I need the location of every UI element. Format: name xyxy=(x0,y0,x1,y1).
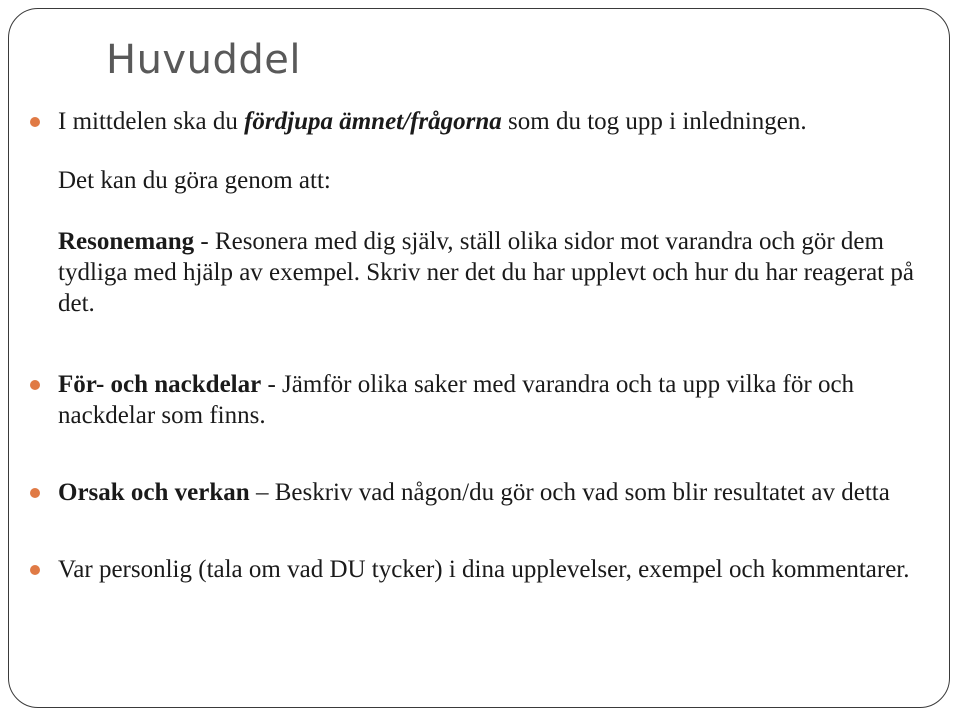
bullet-personal-text: Var personlig (tala om vad DU tycker) i dina upplevelser, exempel och kommentarer. xyxy=(58,556,910,583)
bullet-item-personal xyxy=(58,554,938,585)
term-resonemang: Resonemang xyxy=(58,228,195,255)
slide-content xyxy=(58,106,938,585)
sub-paragraph-method xyxy=(58,165,938,196)
bullet-dot-icon xyxy=(30,117,40,127)
bullet-text-pre: I mittdelen ska du xyxy=(58,108,245,135)
term-pros-cons-text: - Jämför olika saker med varandra och ta upp vilka för och nackdelar som finns. xyxy=(58,371,855,429)
bullet-item-cause-effect xyxy=(58,477,938,508)
slide-title: Huvuddel xyxy=(106,37,301,83)
term-cause-effect-text: – Beskriv vad någon/du gör och vad som blir resultatet av detta xyxy=(249,479,890,506)
sub-paragraph-text: Det kan du göra genom att: xyxy=(58,167,331,194)
term-cause-effect: Orsak och verkan xyxy=(58,479,250,506)
bullet-text-emphasis: fördjupa ämnet/frågorna xyxy=(244,108,502,135)
bullet-dot-icon xyxy=(30,488,40,498)
term-pros-cons: För- och nackdelar xyxy=(58,371,262,398)
bullet-dot-icon xyxy=(30,380,40,390)
term-resonemang-text: - Resonera med dig själv, ställ olika sidor mot varandra och gör dem tydliga med hjälp av exempel. Skriv ner det du har upplevt och hur du har reagerat på det. xyxy=(58,228,914,317)
bullet-item-intro xyxy=(58,106,938,137)
sub-paragraph-resonemang xyxy=(58,226,938,319)
bullet-text-post: som du tog upp i inledningen. xyxy=(501,108,807,135)
bullet-dot-icon xyxy=(30,565,40,575)
bullet-item-pros-cons xyxy=(58,369,938,431)
